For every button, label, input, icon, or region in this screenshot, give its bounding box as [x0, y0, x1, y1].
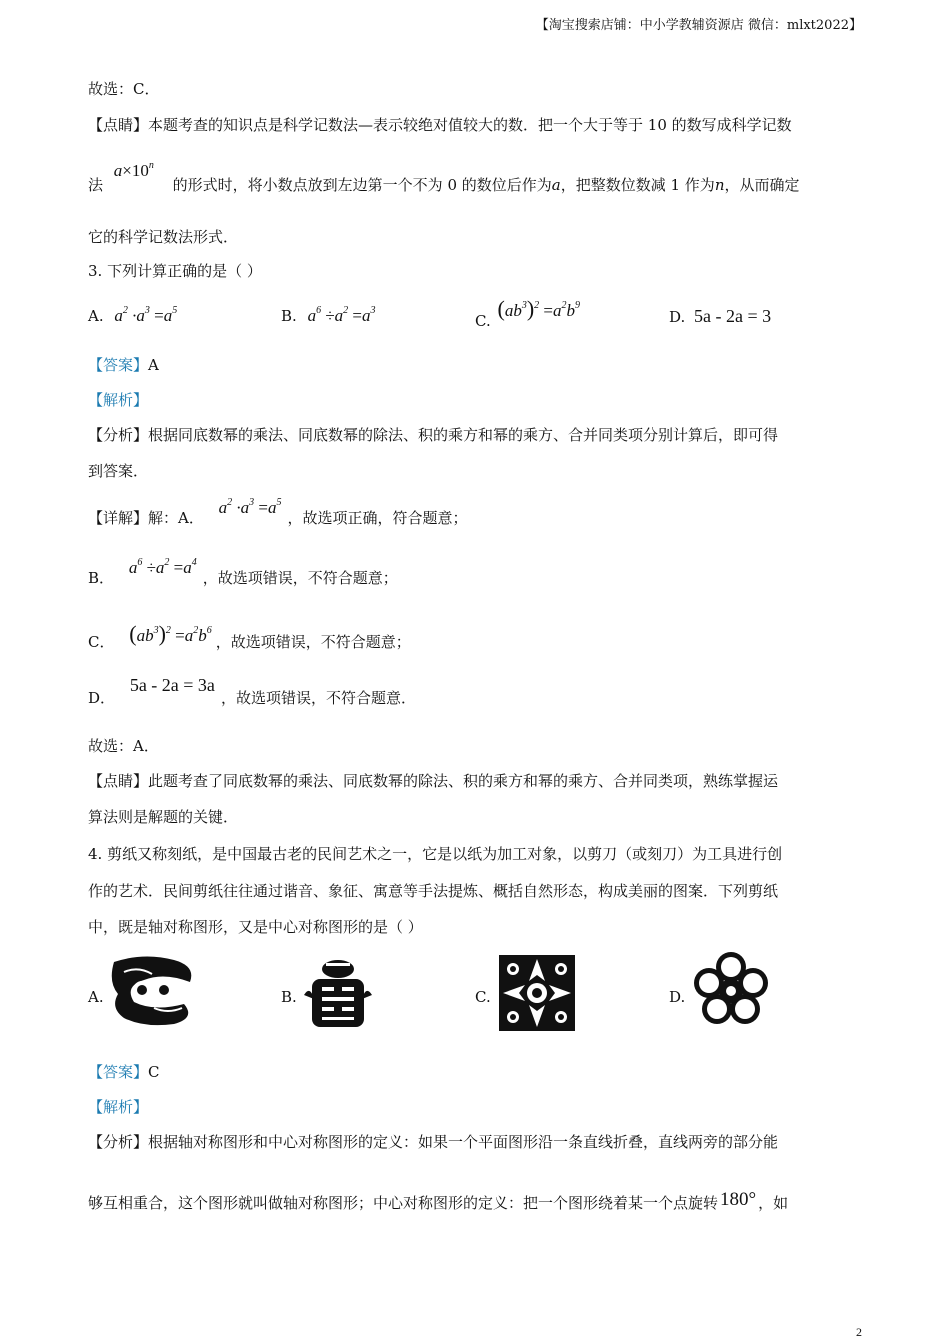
- q3-detail-c: [88, 621, 411, 653]
- prev-tip-line-1: [88, 114, 792, 135]
- tip-label: 【点睛】: [88, 772, 149, 790]
- q3-option-a: [88, 306, 177, 326]
- detail-text: ，故选项错误，不符合题意；: [202, 569, 398, 587]
- q3-option-d: [669, 306, 771, 327]
- formula-exponent: n: [148, 160, 154, 171]
- detail-text: D．: [88, 689, 116, 707]
- option-label: C.: [475, 312, 491, 330]
- tip-text: 此题考查了同底数幂的乘法、同底数幂的除法、积的乘方和幂的乘方、合并同类项，熟练掌握运: [148, 772, 779, 790]
- var-a: a: [551, 176, 561, 194]
- q3-tip-1: [88, 770, 778, 791]
- q4-option-b-label: B.: [281, 988, 297, 1006]
- prev-tip-line-3: 它的科学记数法形式．: [88, 228, 239, 246]
- option-label: A.: [88, 307, 104, 325]
- fenxi-text: ，如: [758, 1194, 789, 1212]
- option-label: B.: [281, 307, 297, 325]
- option-c-formula: $(ab^3)^2 =a^2b^9$: [497, 296, 580, 321]
- tip-text: 的形式时，将小数点放到左边第一个不为 0 的数位后作为: [172, 176, 552, 194]
- q4-answer: [88, 1061, 160, 1082]
- q3-fenxi-2: 到答案．: [88, 462, 149, 480]
- detail-d-formula: 5a - 2a = 3a: [129, 675, 215, 695]
- angle-180-degrees: 180°: [720, 1189, 757, 1210]
- tip-label: 【点睛】: [88, 116, 149, 134]
- page-header: 【淘宝搜索店铺：中小学教辅资源店 微信：mlxt2022】: [535, 18, 862, 33]
- q3-stem: 3. 下列计算正确的是（ ）: [88, 262, 262, 280]
- fenxi-text: 够互相重合，这个图形就叫做轴对称图形；中心对称图形的定义：把一个图形绕着某一个点旋转: [88, 1194, 719, 1212]
- prev-tip-line-2: [88, 160, 800, 195]
- detail-text: 解：A．: [148, 509, 204, 527]
- q3-detail-a: [88, 497, 468, 528]
- q4-fenxi-1: [88, 1131, 778, 1152]
- q4-option-c-label: C.: [475, 988, 491, 1006]
- option-d-formula: 5a - 2a = 3: [694, 306, 772, 326]
- option-label: D.: [669, 308, 686, 326]
- q3-jiexi: 【解析】: [88, 391, 149, 409]
- detail-c-formula: $(ab^3)^2 =a^2b^6$: [129, 621, 212, 646]
- q3-option-c: [475, 296, 580, 332]
- prev-choose: 故选：C．: [88, 80, 160, 98]
- answer-label: 【答案】: [88, 356, 149, 374]
- answer-value: C: [148, 1063, 160, 1081]
- option-a-formula: $a^2 \cdot a^3 =a^5$: [114, 305, 178, 325]
- detail-b-formula: $a^6 \div a^2 =a^4$: [128, 557, 197, 577]
- q4-stem-2: 作的艺术．民间剪纸往往通过谐音、象征、寓意等手法提炼、概括自然形态，构成美丽的图案．下列剪纸: [88, 882, 779, 900]
- q3-detail-d: [88, 675, 416, 708]
- q3-choose: 故选：A．: [88, 737, 159, 755]
- detail-text: B．: [88, 569, 115, 587]
- formula-times-ten: ×10: [122, 161, 149, 180]
- formula-a: a: [113, 161, 123, 180]
- tip-text: 本题考查的知识点是科学记数法—表示较绝对值较大的数．把一个大于等于 10 的数写成科学记数: [148, 116, 792, 134]
- q3-fenxi-1: [88, 424, 778, 445]
- q3-detail-b: [88, 557, 398, 588]
- q4-fenxi-2: [88, 1189, 789, 1214]
- detail-label: 【详解】: [88, 509, 149, 527]
- q3-answer: [88, 354, 159, 375]
- detail-text: ，故选项正确，符合题意；: [287, 509, 468, 527]
- sci-notation-formula: [114, 161, 154, 180]
- q4-stem-1: 4. 剪纸又称刻纸，是中国最古老的民间艺术之一，它是以纸为加工对象，以剪刀（或刻刀）为工具进行创: [88, 845, 783, 863]
- fenxi-text: 根据轴对称图形和中心对称图形的定义：如果一个平面图形沿一条直线折叠，直线两旁的部分能: [148, 1133, 779, 1151]
- answer-label: 【答案】: [88, 1063, 149, 1081]
- fenxi-label: 【分析】: [88, 1133, 149, 1151]
- q3-option-b: [281, 306, 376, 326]
- fenxi-text: 根据同底数幂的乘法、同底数幂的除法、积的乘方和幂的乘方、合并同类项分别计算后，即可得: [148, 426, 779, 444]
- detail-text: ，故选项错误，不符合题意；: [215, 633, 411, 651]
- detail-text: C．: [88, 633, 115, 651]
- q4-jiexi: 【解析】: [88, 1098, 149, 1116]
- answer-value: A: [148, 356, 159, 374]
- paper-cut-d-image: [692, 951, 770, 1033]
- var-n: n: [714, 176, 725, 194]
- q4-option-d-label: D.: [669, 988, 686, 1006]
- detail-a-formula: $a^2 \cdot a^3 =a^5$: [218, 497, 282, 517]
- q4-option-a-label: A.: [88, 988, 104, 1006]
- option-b-formula: $a^6 \div a^2 =a^3$: [307, 305, 376, 325]
- q4-stem-3: 中，既是轴对称图形，又是中心对称图形的是（ ）: [88, 918, 423, 936]
- detail-text: ，故选项错误，不符合题意．: [220, 689, 416, 707]
- paper-cut-b-image: [300, 955, 376, 1035]
- q3-tip-2: 算法则是解题的关键．: [88, 808, 239, 826]
- page-number: 2: [856, 1325, 862, 1339]
- paper-cut-c-image: [497, 953, 577, 1037]
- paper-cut-a-image: [104, 952, 200, 1032]
- fenxi-label: 【分析】: [88, 426, 149, 444]
- tip-text: 法: [88, 176, 104, 194]
- tip-text: ，从而确定: [724, 176, 800, 194]
- tip-text: ，把整数位数减 1 作为: [560, 176, 715, 194]
